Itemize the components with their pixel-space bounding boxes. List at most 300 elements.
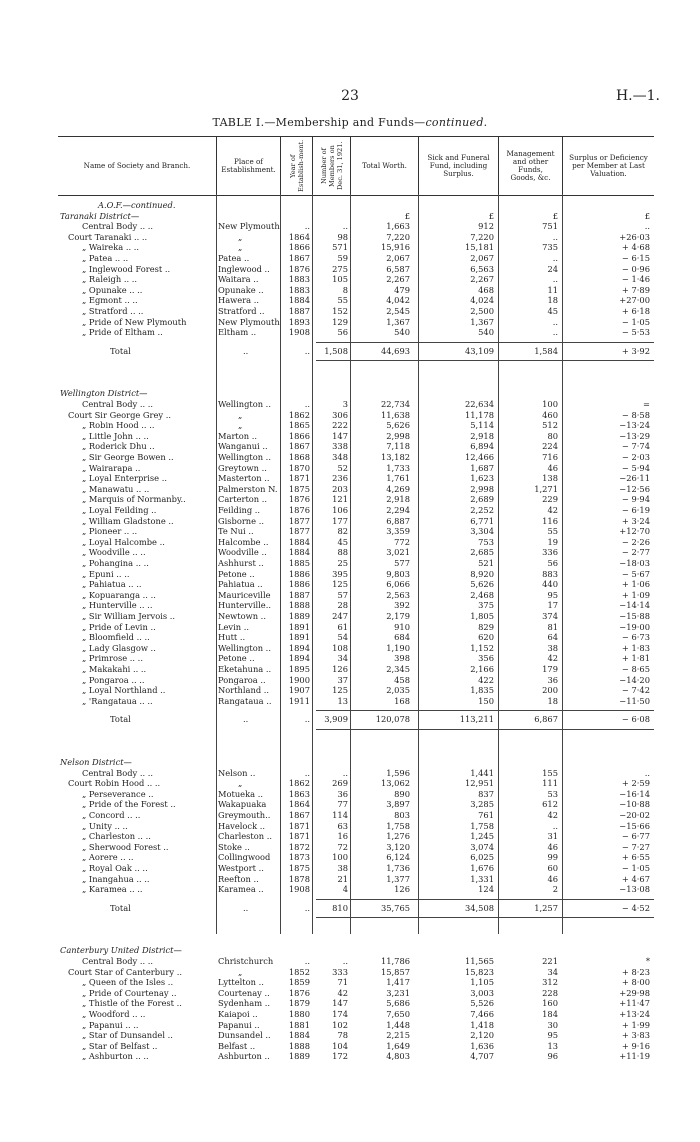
cell-members: 98: [337, 231, 348, 242]
cell-sick: 2,998: [470, 483, 494, 494]
cell-surplus: − 0·96: [621, 263, 650, 274]
cell-year: ..: [304, 221, 310, 232]
table-row: [58, 590, 654, 601]
cell-mgmt: 2: [552, 884, 558, 895]
cell-place: Rangataua ..: [218, 695, 272, 706]
cell-sick: 829: [478, 621, 494, 632]
total-rule: [316, 729, 654, 730]
cell-surplus: − 7·27: [621, 841, 650, 852]
cell-surplus: + 3·24: [621, 515, 650, 526]
cell-year: ..: [304, 345, 310, 356]
cell-place: Pongaroa ..: [218, 674, 266, 685]
cell-surplus: ..: [644, 221, 650, 232]
cell-sick: 1,623: [470, 473, 494, 484]
cell-place: „: [238, 409, 243, 420]
cell-name: „ Patea .. ..: [82, 253, 129, 263]
cell-mgmt: 45: [547, 306, 558, 316]
cell-name: „ Woodville .. ..: [82, 547, 146, 558]
cell-worth: 6,887: [386, 515, 410, 526]
cell-members: 55: [337, 295, 348, 306]
cell-members: 52: [337, 462, 348, 473]
cell-year: 1866: [288, 430, 310, 441]
cell-year: 1875: [288, 863, 310, 873]
cell-surplus: − 1·46: [621, 274, 650, 285]
cell-surplus: −19·00: [619, 621, 650, 632]
cell-name: „ Aorere .. ..: [82, 852, 134, 863]
cell-members: 61: [337, 621, 348, 632]
cell-place: Te Nui ..: [218, 526, 254, 537]
cell-sick: 15,823: [464, 966, 494, 977]
cell-sick: 1,676: [470, 863, 494, 873]
cell-mgmt: 229: [542, 494, 558, 505]
col-header-members: Number of Members on Dec. 31, 1921.: [312, 137, 350, 195]
cell-surplus: −14·20: [619, 674, 650, 685]
table-row: [58, 768, 654, 779]
cell-members: 125: [332, 685, 348, 696]
cell-sick: 620: [478, 632, 494, 643]
cell-place: Eltham ..: [218, 327, 257, 338]
cell-surplus: − 8·65: [621, 664, 650, 674]
cell-members: 105: [332, 274, 348, 285]
cell-year: 1907: [288, 685, 310, 696]
cell-sick: 1,331: [470, 873, 494, 884]
cell-worth: 1,736: [386, 863, 410, 873]
cell-place: Courtenay ..: [218, 987, 270, 998]
table-title-continued: continued.: [425, 116, 488, 129]
cell-year: 1859: [288, 977, 310, 988]
cell-name: „ Unity .. ..: [82, 820, 128, 831]
cell-sick: 1,441: [470, 767, 494, 778]
cell-surplus: + 1·06: [621, 579, 650, 590]
cell-name: „ Little John .. ..: [82, 430, 149, 441]
total-mgmt: 1,257: [534, 902, 558, 913]
cell-surplus: + 4·68: [621, 242, 650, 253]
cell-sick: 6,894: [470, 441, 494, 452]
cell-surplus: +12·70: [619, 526, 650, 537]
cell-sick: 1,152: [470, 642, 494, 653]
cell-name: „ Perseverance ..: [82, 788, 154, 799]
total-surplus: + 3·92: [621, 345, 650, 356]
cell-members: 104: [332, 1040, 348, 1051]
total-rule: [316, 899, 654, 900]
paper-reference: H.—1.: [615, 88, 660, 104]
cell-name: „ Makakahi .. ..: [82, 664, 147, 674]
cell-name: „ Queen of the Isles ..: [82, 977, 174, 988]
cell-surplus: − 9·94: [621, 494, 650, 505]
cell-members: 333: [332, 966, 348, 977]
cell-sick: 2,918: [470, 430, 494, 441]
table-row: [58, 632, 654, 643]
cell-members: 45: [337, 536, 348, 547]
cell-name: „ Hunterville .. ..: [82, 600, 153, 611]
cell-members: 126: [332, 664, 348, 674]
cell-sick: 8,920: [470, 568, 494, 579]
table-row: [58, 569, 654, 580]
cell-members: 63: [337, 820, 348, 831]
cell-mgmt: 312: [542, 977, 558, 988]
total-row: [58, 714, 654, 725]
cell-worth: 15,916: [380, 242, 410, 253]
total-rule: [316, 710, 654, 711]
cell-mgmt: ..: [552, 820, 558, 831]
cell-mgmt: 11: [547, 284, 558, 295]
cell-worth: 2,345: [386, 664, 410, 674]
table-row: [58, 874, 654, 885]
cell-members: 78: [337, 1030, 348, 1041]
cell-name: „ Star of Belfast ..: [82, 1040, 158, 1051]
total-row: [58, 346, 654, 357]
cell-members: 395: [332, 568, 348, 579]
cell-place: Wanganui ..: [218, 441, 268, 452]
cell-name: „ 'Rangataua .. ..: [82, 695, 153, 706]
table-row: [58, 852, 654, 863]
cell-surplus: + 1·81: [621, 653, 650, 664]
cell-surplus: − 6·77: [621, 831, 650, 842]
cell-surplus: −11·50: [619, 695, 650, 706]
table-row: [58, 242, 654, 253]
cell-year: 1879: [288, 998, 310, 1009]
currency-symbol: £: [404, 210, 410, 221]
cell-members: ..: [342, 221, 348, 232]
cell-place: Wellington ..: [218, 399, 271, 409]
cell-mgmt: 42: [547, 505, 558, 515]
cell-name: „ Woodford .. ..: [82, 1009, 146, 1019]
cell-mgmt: 221: [542, 956, 558, 966]
table-row: [58, 988, 654, 999]
table-row: [58, 295, 654, 306]
col-header-sick: Sick and Funeral Fund, including Surplus.: [418, 137, 498, 195]
cell-surplus: + 8·23: [621, 966, 650, 977]
cell-year: 1872: [288, 841, 310, 852]
cell-sick: 521: [478, 558, 494, 568]
cell-surplus: + 9·16: [621, 1040, 650, 1051]
cell-place: Masterton ..: [218, 473, 270, 484]
cell-mgmt: 56: [547, 558, 558, 568]
cell-place: ..: [243, 345, 249, 356]
total-worth: 44,693: [380, 345, 410, 356]
cell-year: 1894: [288, 653, 310, 664]
cell-worth: 3,359: [386, 526, 410, 537]
cell-place: Greymouth..: [218, 810, 271, 820]
cell-year: 1866: [288, 242, 310, 253]
cell-name: „ Waireka .. ..: [82, 242, 140, 253]
table-row: [58, 327, 654, 338]
cell-sick: 4,024: [470, 295, 494, 306]
cell-mgmt: 184: [542, 1009, 558, 1019]
currency-symbol: £: [488, 210, 494, 221]
district-heading: [58, 211, 654, 222]
cell-surplus: + 1·09: [621, 589, 650, 600]
cell-name: „ Kopuaranga .. ..: [82, 589, 156, 600]
cell-mgmt: ..: [552, 316, 558, 327]
cell-year: 1891: [288, 632, 310, 643]
total-rule: [316, 917, 654, 918]
cell-surplus: − 1·05: [621, 316, 650, 327]
table-row: [58, 799, 654, 810]
cell-sick: 1,805: [470, 611, 494, 621]
cell-mgmt: 200: [542, 685, 558, 696]
total-label: Total: [110, 902, 131, 913]
cell-year: 1886: [288, 568, 310, 579]
cell-sick: 6,563: [470, 263, 494, 274]
table-row: [58, 778, 654, 789]
cell-worth: 1,761: [386, 473, 410, 484]
cell-year: 1908: [288, 327, 310, 338]
cell-year: 1885: [288, 558, 310, 568]
table-title: [0, 116, 700, 129]
cell-mgmt: 138: [542, 473, 558, 484]
cell-members: 129: [332, 316, 348, 327]
cell-year: 1871: [288, 831, 310, 842]
cell-sick: 1,367: [470, 316, 494, 327]
cell-place: Christchurch: [218, 956, 274, 966]
cell-sick: 2,468: [470, 589, 494, 600]
cell-name: Court Star of Canterbury ..: [68, 966, 182, 977]
cell-year: 1886: [288, 579, 310, 590]
cell-place: Westport ..: [218, 863, 264, 873]
cell-sick: 5,114: [470, 420, 494, 431]
cell-surplus: +11·47: [619, 998, 650, 1009]
cell-members: 25: [337, 558, 348, 568]
cell-sick: 124: [478, 884, 494, 895]
cell-mgmt: 34: [547, 966, 558, 977]
table-row: [58, 685, 654, 696]
table-row: [58, 622, 654, 633]
cell-year: 1868: [288, 452, 310, 462]
table-row: [58, 452, 654, 463]
district-name: Taranaki District—: [60, 210, 140, 221]
cell-year: ..: [304, 956, 310, 966]
table-row: [58, 884, 654, 895]
total-members: 1,508: [324, 345, 348, 356]
cell-mgmt: 883: [542, 568, 558, 579]
table-row: [58, 516, 654, 527]
cell-year: ..: [304, 714, 310, 725]
cell-name: „ Loyal Enterprise ..: [82, 473, 167, 484]
cell-name: „ Lady Glasgow ..: [82, 642, 156, 653]
cell-name: „ Loyal Northland ..: [82, 685, 166, 696]
cell-year: 1908: [288, 884, 310, 895]
cell-worth: 392: [394, 600, 410, 611]
cell-worth: 2,918: [386, 494, 410, 505]
cell-place: Karamea ..: [218, 884, 264, 895]
cell-sick: 753: [478, 536, 494, 547]
cell-members: 54: [337, 632, 348, 643]
cell-sick: 6,025: [470, 852, 494, 863]
cell-members: 88: [337, 547, 348, 558]
cell-name: „ Sir William Jervois ..: [82, 611, 176, 621]
cell-members: 338: [332, 441, 348, 452]
cell-year: 1876: [288, 505, 310, 515]
col-header-mgmt: Management and other Funds, Goods, &c.: [498, 137, 562, 195]
table-row: [58, 410, 654, 421]
cell-surplus: − 6·15: [621, 253, 650, 263]
total-sick: 113,211: [459, 714, 494, 725]
cell-year: 1877: [288, 515, 310, 526]
currency-symbol: £: [552, 210, 558, 221]
cell-name: „ Raleigh .. ..: [82, 274, 138, 285]
cell-members: 8: [342, 284, 348, 295]
cell-surplus: +27·00: [619, 295, 650, 306]
table-row: [58, 831, 654, 842]
cell-mgmt: 612: [542, 799, 558, 810]
cell-mgmt: 80: [547, 430, 558, 441]
table-row: [58, 285, 654, 296]
cell-worth: 6,066: [386, 579, 410, 590]
total-label: Total: [110, 345, 131, 356]
cell-year: 1884: [288, 536, 310, 547]
cell-members: 177: [332, 515, 348, 526]
cell-year: 1877: [288, 526, 310, 537]
cell-worth: 458: [394, 674, 410, 685]
cell-year: 1883: [288, 274, 310, 285]
cell-name: „ Pride of Eltham ..: [82, 327, 163, 338]
cell-place: Stratford ..: [218, 306, 265, 316]
cell-name: „ Karamea .. ..: [82, 884, 143, 895]
cell-worth: 126: [394, 884, 410, 895]
cell-worth: 4,803: [386, 1051, 410, 1062]
table-row: [58, 1051, 654, 1062]
cell-year: 1876: [288, 263, 310, 274]
cell-surplus: − 5·53: [621, 327, 650, 338]
table-row: [58, 696, 654, 707]
cell-sick: 1,758: [470, 820, 494, 831]
cell-place: Sydenham ..: [218, 998, 271, 1009]
cell-members: 306: [332, 409, 348, 420]
cell-name: „ Charleston .. ..: [82, 831, 151, 842]
table-row: [58, 399, 654, 410]
cell-mgmt: 160: [542, 998, 558, 1009]
cell-place: Newtown ..: [218, 611, 266, 621]
cell-members: 3: [342, 399, 348, 409]
cell-mgmt: 374: [542, 611, 558, 621]
cell-members: 106: [332, 505, 348, 515]
cell-name: „ Wairarapa ..: [82, 462, 141, 473]
cell-name: „ Pride of New Plymouth: [82, 316, 187, 327]
cell-surplus: − 6·19: [621, 505, 650, 515]
cell-place: Wakapuaka: [218, 799, 267, 810]
cell-members: 36: [337, 788, 348, 799]
district-name: Canterbury United District—: [60, 945, 182, 956]
cell-mgmt: 17: [547, 600, 558, 611]
col-header-place: Place of Establishment.: [216, 137, 280, 195]
cell-mgmt: 46: [547, 873, 558, 884]
cell-sick: 3,074: [470, 841, 494, 852]
cell-place: Petone ..: [218, 653, 255, 664]
cell-surplus: − 7·74: [621, 441, 650, 452]
cell-place: „: [238, 778, 243, 789]
cell-place: Waitara ..: [218, 274, 259, 285]
cell-year: 1876: [288, 987, 310, 998]
cell-sick: 3,003: [470, 987, 494, 998]
cell-mgmt: 228: [542, 987, 558, 998]
cell-mgmt: 735: [542, 242, 558, 253]
cell-members: 147: [332, 998, 348, 1009]
table-row: [58, 317, 654, 328]
table-row: [58, 537, 654, 548]
cell-mgmt: 42: [547, 653, 558, 664]
table-row: [58, 473, 654, 484]
cell-year: 1871: [288, 820, 310, 831]
cell-name: „ Inangahua .. ..: [82, 873, 150, 884]
cell-year: 1893: [288, 316, 310, 327]
cell-members: 121: [332, 494, 348, 505]
cell-year: 1867: [288, 253, 310, 263]
cell-members: 28: [337, 600, 348, 611]
cell-place: ..: [243, 902, 249, 913]
cell-name: „ Pride of the Forest ..: [82, 799, 176, 810]
cell-worth: 4,269: [386, 483, 410, 494]
table-row: [58, 600, 654, 611]
cell-members: ..: [342, 767, 348, 778]
cell-mgmt: 95: [547, 1030, 558, 1041]
cell-place: „: [238, 242, 243, 253]
cell-worth: 3,231: [386, 987, 410, 998]
table-row: [58, 664, 654, 675]
cell-name: „ Bloomfield .. ..: [82, 632, 150, 643]
cell-sick: 837: [478, 788, 494, 799]
cell-surplus: −15·88: [619, 611, 650, 621]
cell-worth: 540: [394, 327, 410, 338]
table-row: [58, 484, 654, 495]
table-row: [58, 998, 654, 1009]
col-header-year: Year of Establish-ment.: [280, 137, 312, 195]
cell-worth: 11,638: [380, 409, 410, 420]
cell-surplus: + 8·00: [621, 977, 650, 988]
cell-sick: 3,304: [470, 526, 494, 537]
cell-worth: 803: [394, 810, 410, 820]
cell-sick: 6,771: [470, 515, 494, 526]
total-mgmt: 1,584: [534, 345, 558, 356]
cell-worth: 3,021: [386, 547, 410, 558]
cell-surplus: − 2·26: [621, 536, 650, 547]
table-row: [58, 526, 654, 537]
total-worth: 120,078: [375, 714, 410, 725]
cell-members: 247: [332, 611, 348, 621]
cell-sick: 2,267: [470, 274, 494, 285]
cell-mgmt: 46: [547, 841, 558, 852]
cell-place: Greytown ..: [218, 462, 267, 473]
cell-year: 1870: [288, 462, 310, 473]
cell-name: „ Roderick Dhu ..: [82, 441, 155, 452]
cell-members: 269: [332, 778, 348, 789]
cell-place: New Plymouth: [218, 316, 280, 327]
table-row: [58, 810, 654, 821]
table-row: [58, 611, 654, 622]
cell-name: Court Taranaki .. ..: [68, 231, 148, 242]
cell-name: „ Star of Dunsandel ..: [82, 1030, 173, 1041]
cell-place: Havelock ..: [218, 820, 266, 831]
cell-sick: 1,105: [470, 977, 494, 988]
cell-place: ..: [243, 714, 249, 725]
cell-mgmt: 18: [547, 695, 558, 706]
cell-name: „ Manawatu .. ..: [82, 483, 150, 494]
cell-members: ..: [342, 956, 348, 966]
cell-members: 38: [337, 863, 348, 873]
cell-surplus: +26·03: [619, 231, 650, 242]
cell-name: „ Inglewood Forest ..: [82, 263, 171, 274]
cell-name: „ Loyal Feilding ..: [82, 505, 157, 515]
cell-name: „ Marquis of Normanby..: [82, 494, 186, 505]
cell-worth: 1,276: [386, 831, 410, 842]
cell-year: 1867: [288, 441, 310, 452]
cell-name: „ Thistle of the Forest ..: [82, 998, 182, 1009]
cell-sick: 540: [478, 327, 494, 338]
cell-year: 1880: [288, 1009, 310, 1019]
cell-members: 147: [332, 430, 348, 441]
cell-place: Pahiatua ..: [218, 579, 263, 590]
cell-worth: 1,733: [386, 462, 410, 473]
